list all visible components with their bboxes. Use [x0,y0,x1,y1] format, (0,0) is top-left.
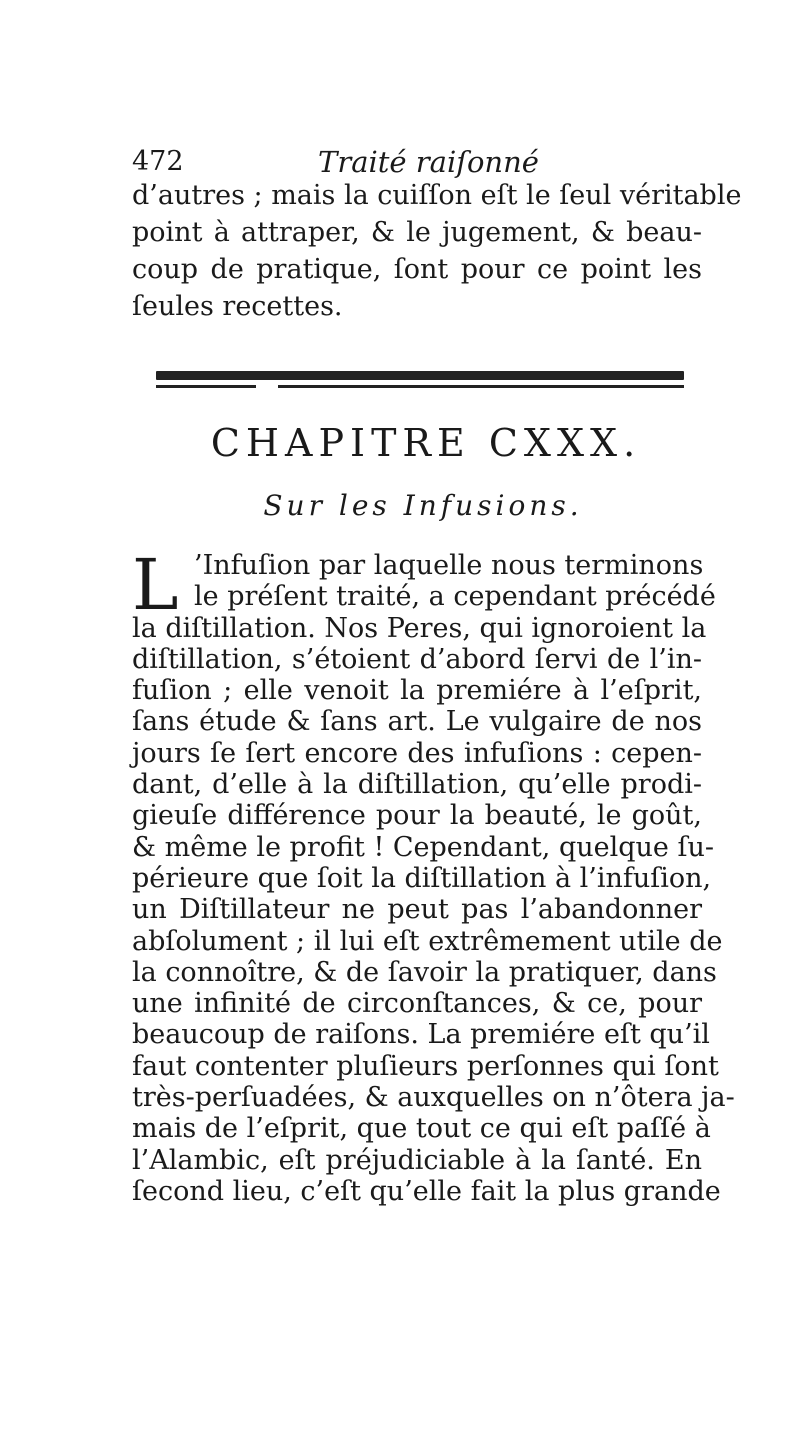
text-line: diſtillation, s’étoient d’abord ſervi de l’in- [132,643,702,675]
rule-thin-row [156,385,684,388]
section-title: Sur les Infusions. [263,489,583,522]
page-number: 472 [132,146,184,177]
text-line: ſecond lieu, c’eſt qu’elle fait la plus grande [132,1175,721,1207]
text-line: faut contenter pluſieurs perſonnes qui ſont [132,1050,719,1082]
running-head [132,140,702,184]
text-line: beaucoup de raiſons. La premiére eſt qu’il [132,1019,710,1051]
ornamental-rule [156,371,684,388]
rule-thin-segment [156,385,256,388]
drop-cap: L [132,544,179,626]
text-line: coup de pratique, ſont pour ce point les [132,254,702,285]
text-line: jours ſe ſert encore des infuſions : cepen- [132,737,702,769]
text-line: la connoître, & de ſavoir la pratiquer, dans [132,956,717,988]
rule-thin-segment [278,385,684,388]
text-line: un Diſtillateur ne peut pas l’abandonner [132,894,702,926]
text-line: l’Alambic, eſt préjudiciable à la ſanté. En [132,1144,702,1176]
running-title: Traité raiſonné [318,145,539,179]
text-line: point à attraper, & le jugement, & beau- [132,217,702,248]
book-page [132,140,742,1207]
text-line: ſans étude & ſans art. Le vulgaire de nos [132,706,702,738]
text-line: très-perſuadées, & auxquelles on n’ôtera ja- [132,1082,735,1114]
text-line: une infinité de circonſtances, & ce, pour [132,988,702,1020]
rule-thick-line [156,371,684,380]
text-line: mais de l’eſprit, que tout ce qui eſt paſſé à [132,1113,711,1145]
text-line: & même le profit ! Cependant, quelque ſu- [132,831,714,863]
text-line: dant, d’elle à la diſtillation, qu’elle prodi- [132,769,702,801]
text-line: fuſion ; elle venoit la premiére à l’eſprit, [132,675,702,707]
text-line: la diſtillation. Nos Peres, qui ignoroient la [132,612,707,644]
text-line: périeure que ſoit la diſtillation à l’infuſion, [132,862,712,894]
continued-paragraph [132,177,742,325]
chapter-body [132,544,735,1207]
text-line: ſeules recettes. [132,291,343,322]
chapter-title: CHAPITRE CXXX. [210,421,642,465]
text-line: gieuſe différence pour la beauté, le goût, [132,800,702,832]
text-line: abſolument ; il lui eſt extrêmement utile de [132,925,723,957]
text-line: d’autres ; mais la cuiſſon eſt le ſeul véritable [132,180,742,211]
text-line: le préſent traité, a cependant précédé [194,581,716,613]
text-line: ’Infuſion par laquelle nous terminons [194,550,704,581]
